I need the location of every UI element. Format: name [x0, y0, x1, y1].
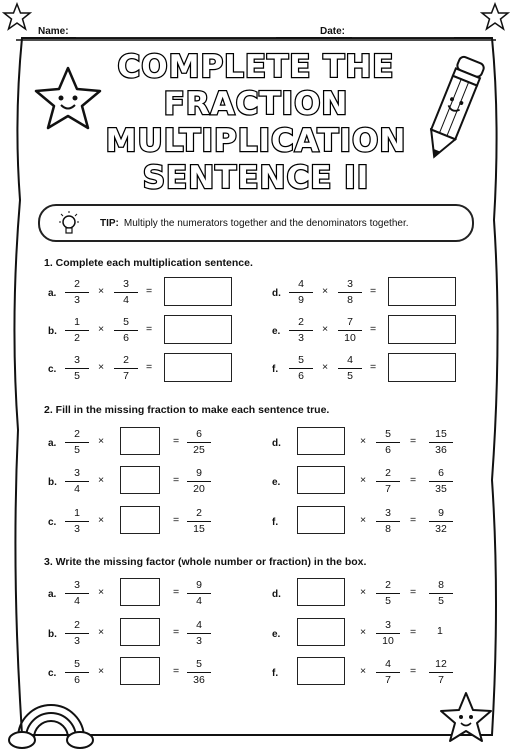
denominator: 7	[123, 370, 129, 382]
numerator: 5	[376, 428, 400, 443]
denominator: 6	[298, 370, 304, 382]
numerator: 1	[65, 507, 89, 522]
denominator: 5	[385, 595, 391, 607]
denominator: 6	[74, 674, 80, 686]
rainbow-icon	[8, 688, 94, 750]
times-sign: ×	[322, 285, 329, 297]
fraction	[65, 619, 89, 648]
answer-box[interactable]	[120, 578, 160, 606]
numerator: 2	[289, 316, 313, 331]
times-sign: ×	[360, 435, 367, 447]
title-line-3: MULTIPLICATION	[105, 123, 407, 159]
denominator: 5	[347, 370, 353, 382]
times-sign: ×	[98, 665, 105, 677]
fraction	[429, 579, 453, 608]
numerator: 7	[338, 316, 362, 331]
section-2-heading: 2. Fill in the missing fraction to make each sentence true.	[44, 404, 330, 416]
numerator: 3	[376, 507, 400, 522]
problem-letter: a.	[48, 589, 57, 600]
times-sign: ×	[360, 514, 367, 526]
numerator: 3	[114, 278, 138, 293]
answer-box[interactable]	[297, 427, 345, 455]
answer-box[interactable]	[120, 427, 160, 455]
numerator: 2	[114, 354, 138, 369]
answer-box[interactable]	[164, 315, 232, 344]
fraction	[114, 316, 138, 345]
fraction	[376, 658, 400, 687]
date-field[interactable]	[352, 37, 454, 38]
equals-sign: =	[410, 665, 417, 677]
times-sign: ×	[360, 665, 367, 677]
numerator: 3	[376, 619, 400, 634]
fraction	[289, 354, 313, 383]
problem-letter: d.	[272, 288, 281, 299]
equals-sign: =	[410, 435, 417, 447]
corner-star-icon	[480, 2, 510, 32]
fraction	[187, 579, 211, 608]
denominator: 25	[193, 444, 205, 456]
title-line-1: COMPLETE THE	[117, 49, 395, 85]
fraction	[429, 428, 453, 457]
fraction	[187, 658, 211, 687]
denominator: 9	[298, 294, 304, 306]
denominator: 10	[382, 635, 394, 647]
equals-sign: =	[410, 626, 417, 638]
numerator: 4	[376, 658, 400, 673]
fraction	[376, 428, 400, 457]
problem-letter: e.	[272, 326, 281, 337]
title-line-4: SENTENCE II	[142, 160, 370, 196]
answer-box[interactable]	[164, 277, 232, 306]
fraction	[376, 619, 400, 648]
times-sign: ×	[98, 361, 105, 373]
answer-box[interactable]	[297, 506, 345, 534]
fraction	[338, 354, 362, 383]
problem-letter: c.	[48, 364, 57, 375]
denominator: 10	[344, 332, 356, 344]
answer-box[interactable]	[297, 618, 345, 646]
denominator: 3	[196, 635, 202, 647]
fraction	[65, 316, 89, 345]
problem-letter: b.	[48, 326, 57, 337]
fraction	[429, 467, 453, 496]
answer-box[interactable]	[297, 466, 345, 494]
equals-sign: =	[173, 514, 180, 526]
pencil-mascot-icon	[416, 50, 488, 170]
denominator: 5	[74, 370, 80, 382]
times-sign: ×	[360, 474, 367, 486]
denominator: 15	[193, 523, 205, 535]
numerator: 2	[65, 428, 89, 443]
denominator: 7	[385, 674, 391, 686]
tip-label: TIP:	[100, 218, 119, 229]
corner-star-icon	[2, 2, 32, 32]
denominator: 4	[74, 483, 80, 495]
denominator: 4	[74, 595, 80, 607]
problem-letter: d.	[272, 589, 281, 600]
tip-box	[38, 204, 474, 242]
answer-box[interactable]	[388, 315, 456, 344]
equals-sign: =	[146, 285, 153, 297]
problem-letter: b.	[48, 629, 57, 640]
answer-box[interactable]	[297, 657, 345, 685]
section-3-heading: 3. Write the missing factor (whole number or fraction) in the box.	[44, 556, 367, 568]
answer-box[interactable]	[388, 353, 456, 382]
numerator: 4	[338, 354, 362, 369]
numerator: 3	[65, 354, 89, 369]
fraction	[289, 316, 313, 345]
numerator: 3	[65, 467, 89, 482]
fraction	[376, 579, 400, 608]
answer-box[interactable]	[120, 657, 160, 685]
denominator: 8	[347, 294, 353, 306]
times-sign: ×	[98, 285, 105, 297]
equals-sign: =	[173, 435, 180, 447]
numerator: 3	[65, 579, 89, 594]
numerator: 2	[376, 579, 400, 594]
problem-letter: a.	[48, 288, 57, 299]
numerator: 4	[289, 278, 313, 293]
denominator: 3	[74, 294, 80, 306]
fraction	[65, 428, 89, 457]
numerator: 5	[289, 354, 313, 369]
title-line-2: FRACTION	[163, 86, 349, 122]
times-sign: ×	[98, 514, 105, 526]
fraction	[338, 278, 362, 307]
numerator: 9	[187, 467, 211, 482]
numerator: 4	[187, 619, 211, 634]
problem-letter: c.	[48, 517, 57, 528]
equals-sign: =	[173, 586, 180, 598]
equals-sign: =	[370, 361, 377, 373]
times-sign: ×	[322, 323, 329, 335]
denominator: 5	[74, 444, 80, 456]
problem-letter: d.	[272, 438, 281, 449]
denominator: 35	[435, 483, 447, 495]
times-sign: ×	[98, 323, 105, 335]
lightbulb-icon	[56, 210, 82, 238]
denominator: 3	[74, 635, 80, 647]
equals-sign: =	[173, 665, 180, 677]
numerator: 9	[429, 507, 453, 522]
denominator: 8	[385, 523, 391, 535]
numerator: 2	[187, 507, 211, 522]
equals-sign: =	[370, 285, 377, 297]
tip-text	[100, 218, 409, 229]
fraction	[187, 507, 211, 536]
fraction	[65, 354, 89, 383]
equals-sign: =	[146, 323, 153, 335]
denominator: 32	[435, 523, 447, 535]
fraction	[187, 428, 211, 457]
denominator: 2	[74, 332, 80, 344]
fraction	[338, 316, 362, 345]
answer-box[interactable]	[297, 578, 345, 606]
denominator: 4	[123, 294, 129, 306]
denominator: 5	[438, 595, 444, 607]
problem-letter: e.	[272, 477, 281, 488]
times-sign: ×	[360, 626, 367, 638]
section-1-heading: 1. Complete each multiplication sentence.	[44, 257, 253, 269]
fraction	[429, 507, 453, 536]
equals-sign: =	[410, 514, 417, 526]
name-label: Name:	[38, 26, 69, 37]
fraction	[65, 658, 89, 687]
times-sign: ×	[98, 626, 105, 638]
problem-letter: f.	[272, 668, 279, 679]
smiling-star-icon	[436, 690, 496, 746]
fraction	[114, 278, 138, 307]
denominator: 36	[435, 444, 447, 456]
equals-sign: =	[410, 474, 417, 486]
denominator: 20	[193, 483, 205, 495]
denominator: 3	[298, 332, 304, 344]
numerator: 6	[429, 467, 453, 482]
denominator: 36	[193, 674, 205, 686]
numerator: 3	[338, 278, 362, 293]
numerator: 5	[187, 658, 211, 673]
equals-sign: =	[146, 361, 153, 373]
fraction	[289, 278, 313, 307]
numerator: 5	[114, 316, 138, 331]
numerator: 15	[429, 428, 453, 443]
numerator: 5	[65, 658, 89, 673]
tip-body: Multiply the numerators together and the denominators together.	[123, 218, 409, 229]
numerator: 1	[65, 316, 89, 331]
times-sign: ×	[98, 586, 105, 598]
fraction	[65, 507, 89, 536]
fraction	[65, 579, 89, 608]
numerator: 9	[187, 579, 211, 594]
smiling-star-icon	[30, 64, 106, 134]
fraction	[376, 507, 400, 536]
denominator: 6	[385, 444, 391, 456]
denominator: 7	[385, 483, 391, 495]
name-field[interactable]	[76, 37, 276, 38]
equals-sign: =	[173, 474, 180, 486]
answer-box[interactable]	[120, 466, 160, 494]
problem-letter: f.	[272, 517, 279, 528]
fraction	[114, 354, 138, 383]
numerator: 8	[429, 579, 453, 594]
problem-letter: e.	[272, 629, 281, 640]
fraction	[376, 467, 400, 496]
fraction: 1	[437, 625, 443, 637]
answer-box[interactable]	[120, 506, 160, 534]
numerator: 2	[376, 467, 400, 482]
problem-letter: f.	[272, 364, 279, 375]
numerator: 2	[65, 619, 89, 634]
problem-letter: b.	[48, 477, 57, 488]
numerator: 6	[187, 428, 211, 443]
times-sign: ×	[98, 474, 105, 486]
denominator: 4	[196, 595, 202, 607]
fraction	[187, 467, 211, 496]
fraction	[65, 278, 89, 307]
answer-box[interactable]	[388, 277, 456, 306]
equals-sign: =	[370, 323, 377, 335]
answer-box[interactable]	[120, 618, 160, 646]
times-sign: ×	[98, 435, 105, 447]
equals-sign: =	[173, 626, 180, 638]
times-sign: ×	[322, 361, 329, 373]
fraction	[187, 619, 211, 648]
problem-letter: c.	[48, 668, 57, 679]
answer-box[interactable]	[164, 353, 232, 382]
denominator: 6	[123, 332, 129, 344]
fraction	[65, 467, 89, 496]
times-sign: ×	[360, 586, 367, 598]
date-label: Date:	[320, 26, 346, 37]
numerator: 2	[65, 278, 89, 293]
problem-letter: a.	[48, 438, 57, 449]
denominator: 3	[74, 523, 80, 535]
denominator: 7	[438, 674, 444, 686]
equals-sign: =	[410, 586, 417, 598]
numerator: 12	[429, 658, 453, 673]
fraction	[429, 658, 453, 687]
